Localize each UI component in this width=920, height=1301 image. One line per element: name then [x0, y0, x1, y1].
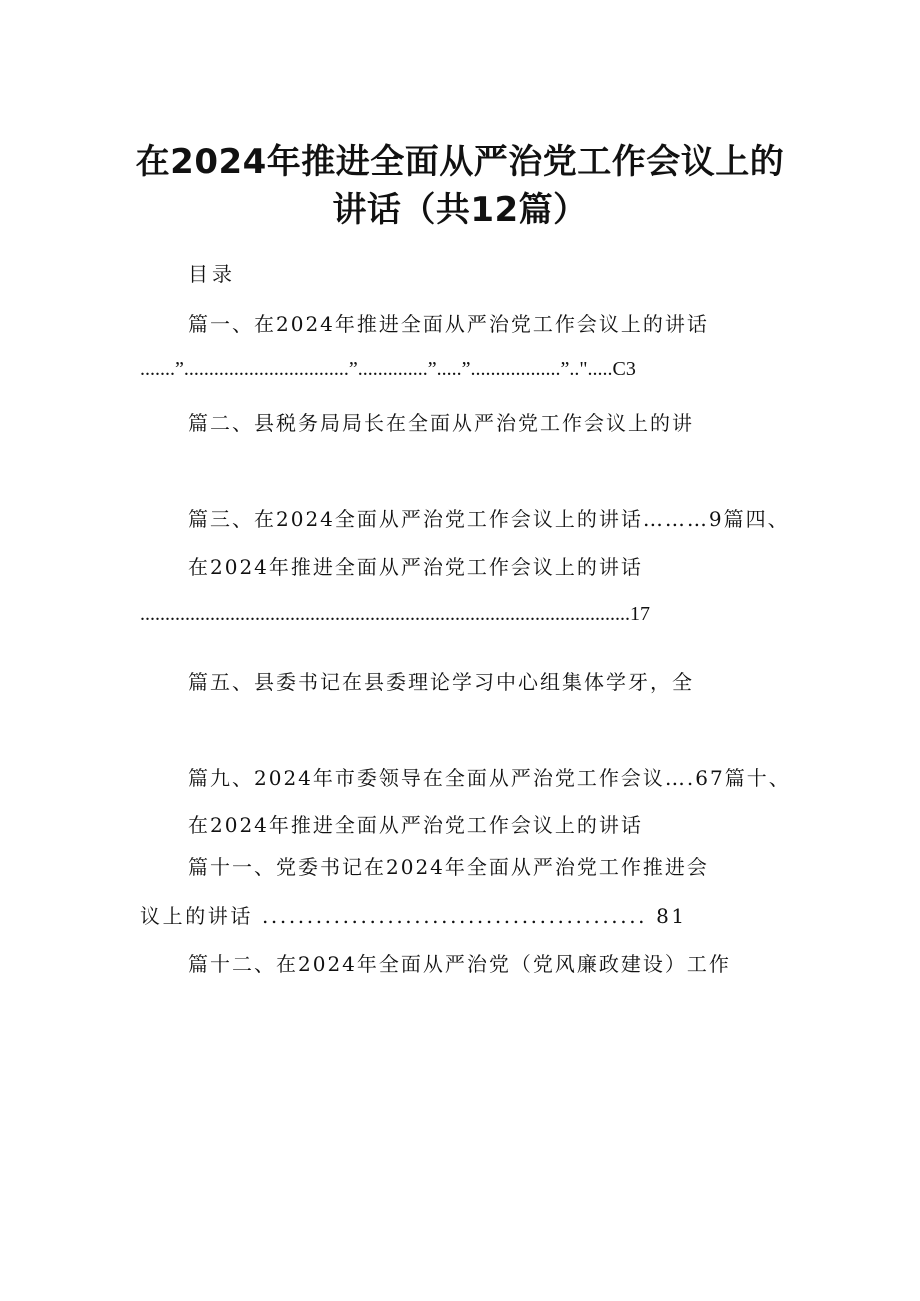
toc-entry-4-leader: ..................................................................................................17: [140, 603, 650, 625]
toc-entry-3: 篇三、在2024全面从严治党工作会议上的讲话………9篇四、: [188, 507, 790, 531]
toc-entry-5: 篇五、县委书记在县委理论学习中心组集体学牙，全: [188, 670, 694, 694]
toc-entry-12: 篇十二、在2024年全面从严治党（党风廉政建设）工作: [188, 952, 731, 976]
toc-entry-4: 在2024年推进全面从严治党工作会议上的讲话: [188, 555, 643, 579]
toc-entry-9: 篇九、2024年市委领导在全面从严治党工作会议….67篇十、: [188, 766, 791, 790]
toc-entry-1-leader: .......”.................................”..............”.....”..................”..".....C3: [140, 358, 636, 380]
toc-entry-1: 篇一、在2024年推进全面从严治党工作会议上的讲话: [188, 312, 709, 336]
toc-entry-10: 在2024年推进全面从严治党工作会议上的讲话: [188, 813, 643, 837]
document-title-line-2: 讲话（共12篇）: [332, 190, 588, 230]
document-title-line-1: 在2024年推进全面从严治党工作会议上的: [135, 142, 785, 182]
toc-entry-2: 篇二、县税务局局长在全面从严治党工作会议上的讲: [188, 411, 694, 435]
toc-entry-11: 篇十一、党委书记在2024年全面从严治党工作推进会: [188, 855, 709, 879]
toc-entry-11-continuation: 议上的讲话 ........................................... 81: [140, 904, 687, 928]
toc-heading: 目录: [188, 262, 236, 286]
